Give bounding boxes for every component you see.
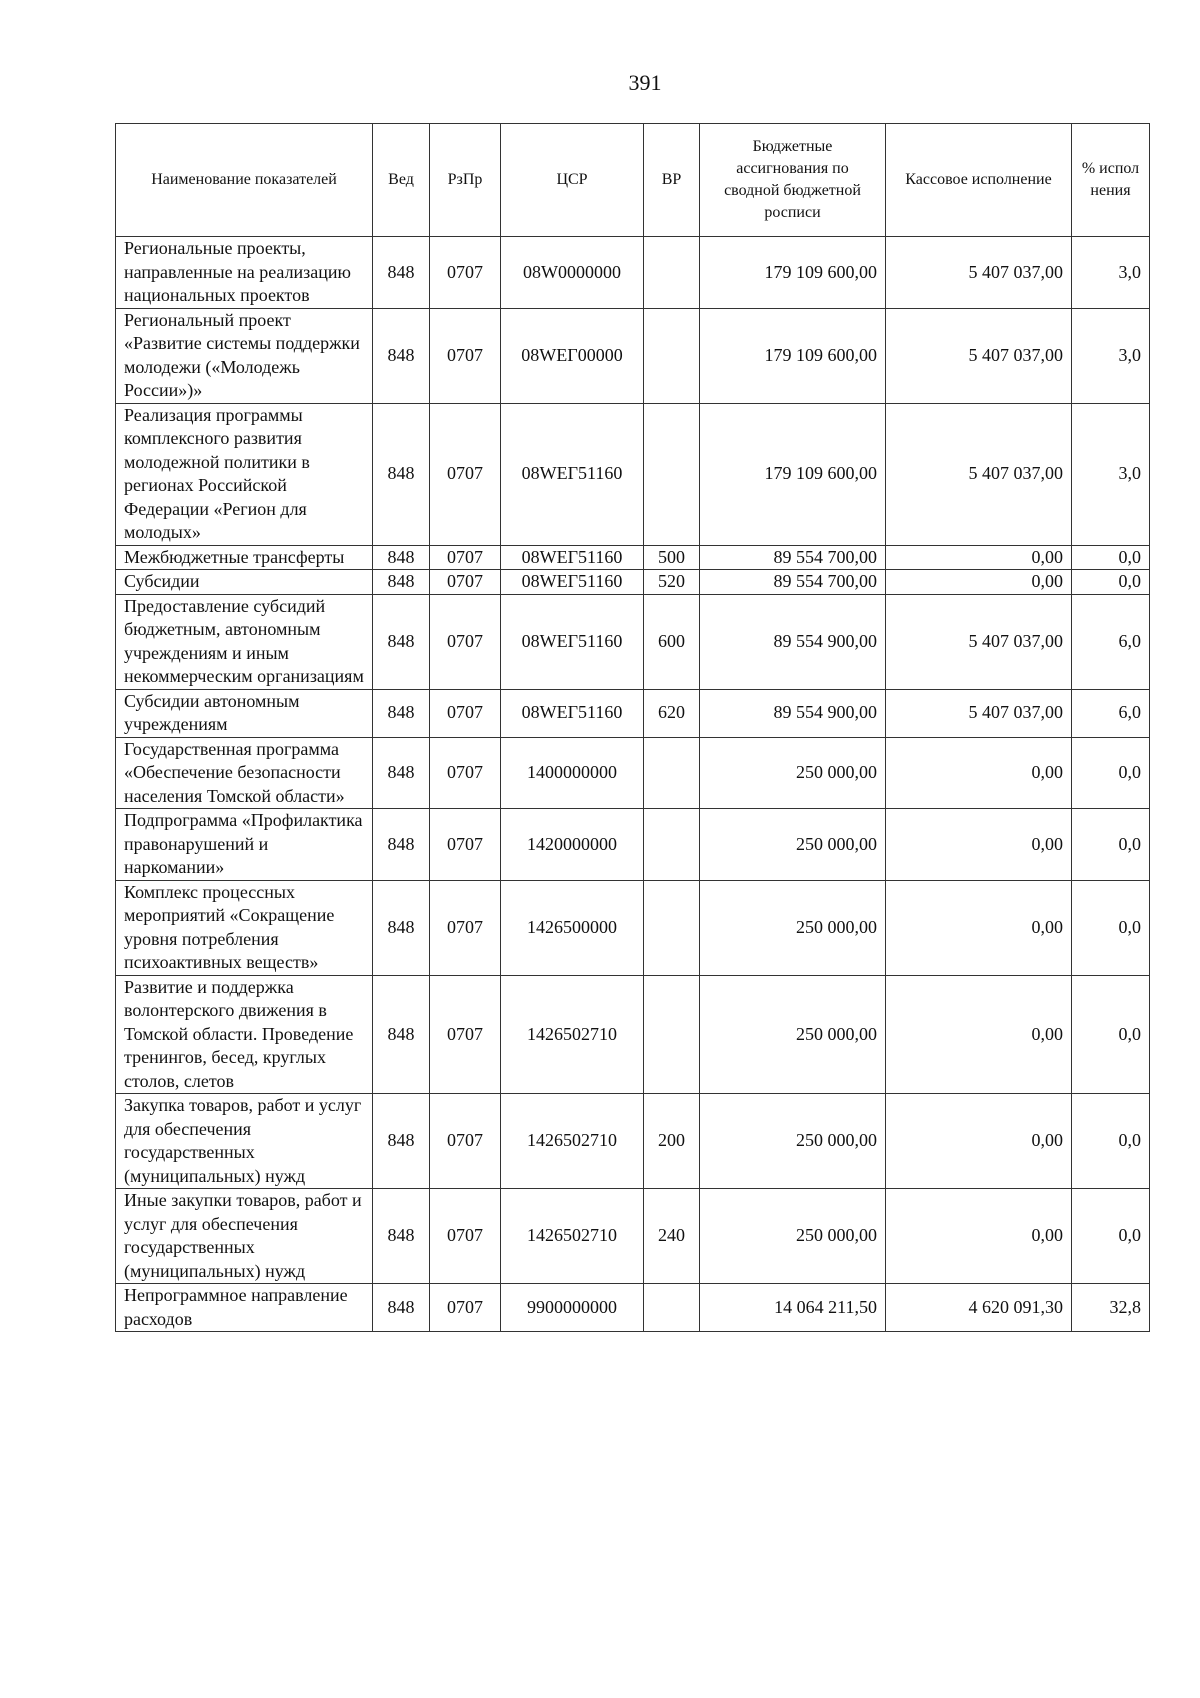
cell-rzpr: 0707 [430,403,501,545]
cell-rzpr: 0707 [430,1284,501,1332]
cell-rzpr: 0707 [430,1189,501,1284]
cell-csr: 1426502710 [501,1189,644,1284]
cell-cash: 0,00 [886,545,1072,570]
cell-cash: 0,00 [886,1189,1072,1284]
cell-percent: 3,0 [1072,403,1150,545]
header-rzpr: РзПр [430,124,501,237]
cell-vr [644,1284,700,1332]
table-row [116,1189,1150,1284]
cell-name: Закупка товаров, работ и услуг для обеспечения государственных (муниципальных) нужд [116,1094,373,1189]
cell-percent: 3,0 [1072,308,1150,403]
cell-percent: 32,8 [1072,1284,1150,1332]
cell-ved: 848 [373,1189,430,1284]
cell-rzpr: 0707 [430,545,501,570]
cell-budget: 179 109 600,00 [700,403,886,545]
cell-cash: 0,00 [886,737,1072,809]
cell-name: Реализация программы комплексного развития молодежной политики в регионах Российской Федерации «Регион для молодых» [116,403,373,545]
cell-name: Иные закупки товаров, работ и услуг для обеспечения государственных (муниципальных) нужд [116,1189,373,1284]
cell-ved: 848 [373,880,430,975]
cell-cash: 0,00 [886,809,1072,881]
cell-cash: 0,00 [886,975,1072,1094]
cell-csr: 08WЕГ51160 [501,570,644,595]
header-vr: ВР [644,124,700,237]
cell-vr [644,975,700,1094]
cell-budget: 250 000,00 [700,1094,886,1189]
cell-budget: 14 064 211,50 [700,1284,886,1332]
cell-csr: 1426502710 [501,975,644,1094]
cell-ved: 848 [373,594,430,689]
cell-name: Подпрограмма «Профилактика правонарушений и наркомании» [116,809,373,881]
cell-csr: 08WЕГ51160 [501,545,644,570]
cell-ved: 848 [373,1284,430,1332]
cell-budget: 250 000,00 [700,809,886,881]
cell-cash: 0,00 [886,570,1072,595]
cell-ved: 848 [373,689,430,737]
cell-cash: 5 407 037,00 [886,308,1072,403]
table-row [116,308,1150,403]
cell-csr: 1426502710 [501,1094,644,1189]
cell-budget: 89 554 900,00 [700,594,886,689]
cell-budget: 179 109 600,00 [700,237,886,309]
cell-csr: 1426500000 [501,880,644,975]
table-row [116,237,1150,309]
cell-percent: 0,0 [1072,1189,1150,1284]
header-percent: % испол нения [1072,124,1150,237]
cell-name: Комплекс процессных мероприятий «Сокращение уровня потребления психоактивных веществ» [116,880,373,975]
cell-ved: 848 [373,237,430,309]
cell-ved: 848 [373,308,430,403]
cell-csr: 08W0000000 [501,237,644,309]
cell-budget: 250 000,00 [700,880,886,975]
cell-csr: 08WЕГ51160 [501,689,644,737]
cell-percent: 0,0 [1072,1094,1150,1189]
table-row [116,570,1150,595]
table-row [116,689,1150,737]
cell-vr: 500 [644,545,700,570]
cell-ved: 848 [373,545,430,570]
table-row [116,403,1150,545]
cell-name: Субсидии автономным учреждениям [116,689,373,737]
table-row [116,975,1150,1094]
cell-cash: 5 407 037,00 [886,594,1072,689]
cell-name: Непрограммное направление расходов [116,1284,373,1332]
table-row [116,737,1150,809]
cell-vr [644,403,700,545]
cell-csr: 9900000000 [501,1284,644,1332]
cell-percent: 0,0 [1072,570,1150,595]
table-row [116,545,1150,570]
cell-percent: 6,0 [1072,689,1150,737]
cell-name: Региональные проекты, направленные на реализацию национальных проектов [116,237,373,309]
header-csr: ЦСР [501,124,644,237]
cell-name: Межбюджетные трансферты [116,545,373,570]
cell-rzpr: 0707 [430,809,501,881]
cell-vr [644,880,700,975]
cell-budget: 250 000,00 [700,975,886,1094]
cell-vr [644,237,700,309]
cell-csr: 08WЕГ51160 [501,403,644,545]
table-row [116,594,1150,689]
cell-vr: 620 [644,689,700,737]
cell-name: Предоставление субсидий бюджетным, автономным учреждениям и иным некоммерческим организациям [116,594,373,689]
cell-ved: 848 [373,570,430,595]
cell-percent: 0,0 [1072,975,1150,1094]
cell-cash: 5 407 037,00 [886,689,1072,737]
header-cash: Кассовое исполнение [886,124,1072,237]
cell-percent: 0,0 [1072,737,1150,809]
cell-vr: 200 [644,1094,700,1189]
table-header-row [116,124,1150,237]
page-number: 391 [628,70,662,95]
cell-percent: 0,0 [1072,880,1150,975]
cell-cash: 5 407 037,00 [886,237,1072,309]
cell-percent: 0,0 [1072,809,1150,881]
cell-cash: 0,00 [886,1094,1072,1189]
cell-ved: 848 [373,403,430,545]
cell-ved: 848 [373,809,430,881]
cell-ved: 848 [373,737,430,809]
cell-vr [644,809,700,881]
cell-percent: 0,0 [1072,545,1150,570]
table-row [116,880,1150,975]
cell-csr: 1420000000 [501,809,644,881]
cell-ved: 848 [373,1094,430,1189]
header-budget: Бюджетные ассигнования по сводной бюджетной росписи [700,124,886,237]
cell-vr: 520 [644,570,700,595]
budget-execution-table [115,123,1150,1332]
cell-rzpr: 0707 [430,1094,501,1189]
cell-budget: 250 000,00 [700,737,886,809]
table-row [116,809,1150,881]
cell-rzpr: 0707 [430,975,501,1094]
cell-rzpr: 0707 [430,594,501,689]
cell-rzpr: 0707 [430,237,501,309]
cell-vr: 240 [644,1189,700,1284]
cell-budget: 89 554 700,00 [700,545,886,570]
cell-budget: 250 000,00 [700,1189,886,1284]
cell-rzpr: 0707 [430,570,501,595]
cell-csr: 08WЕГ00000 [501,308,644,403]
cell-budget: 89 554 900,00 [700,689,886,737]
cell-vr [644,308,700,403]
cell-rzpr: 0707 [430,737,501,809]
cell-name: Государственная программа «Обеспечение безопасности населения Томской области» [116,737,373,809]
table-row [116,1284,1150,1332]
cell-percent: 3,0 [1072,237,1150,309]
cell-csr: 1400000000 [501,737,644,809]
cell-rzpr: 0707 [430,689,501,737]
cell-budget: 89 554 700,00 [700,570,886,595]
cell-cash: 5 407 037,00 [886,403,1072,545]
cell-ved: 848 [373,975,430,1094]
cell-name: Региональный проект «Развитие системы поддержки молодежи («Молодежь России»)» [116,308,373,403]
cell-name: Развитие и поддержка волонтерского движения в Томской области. Проведение тренингов, бесед, круглых столов, слетов [116,975,373,1094]
cell-vr [644,737,700,809]
cell-percent: 6,0 [1072,594,1150,689]
cell-csr: 08WЕГ51160 [501,594,644,689]
cell-rzpr: 0707 [430,880,501,975]
cell-budget: 179 109 600,00 [700,308,886,403]
cell-cash: 0,00 [886,880,1072,975]
cell-rzpr: 0707 [430,308,501,403]
table-row [116,1094,1150,1189]
cell-cash: 4 620 091,30 [886,1284,1072,1332]
header-name: Наименование показателей [116,124,373,237]
cell-vr: 600 [644,594,700,689]
table-body [116,237,1150,1332]
cell-name: Субсидии [116,570,373,595]
header-ved: Вед [373,124,430,237]
